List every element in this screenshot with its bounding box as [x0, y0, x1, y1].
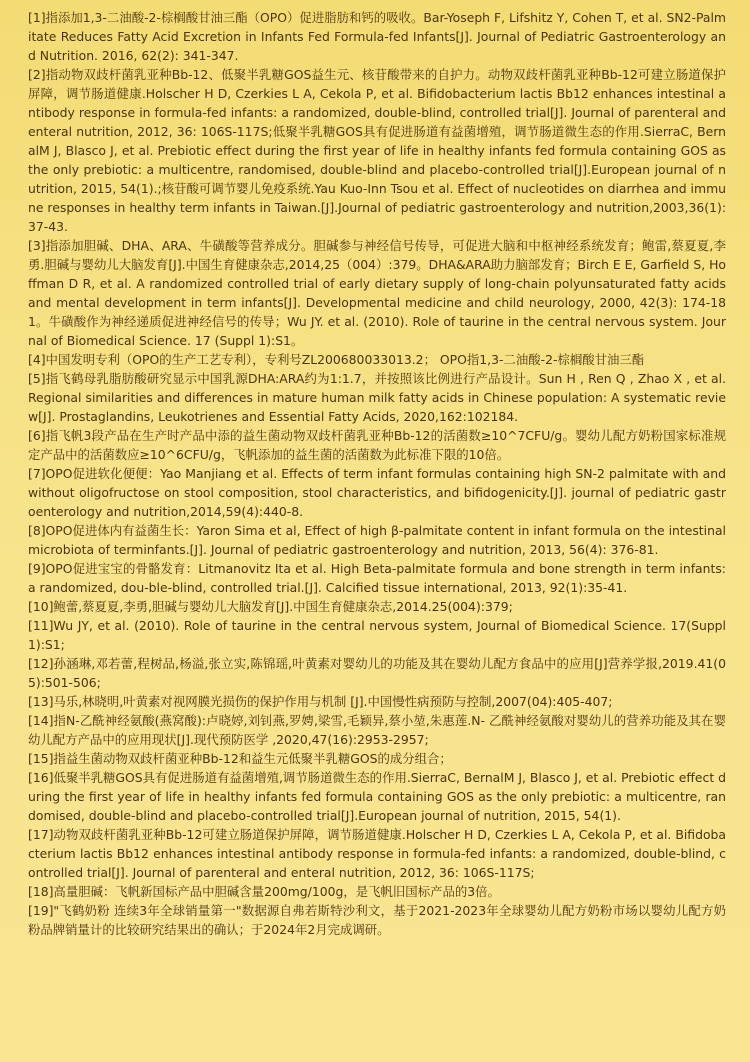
reference-item-5: [5]指飞鹤母乳脂肪酸研究显示中国乳源DHA:ARA约为1:1.7，并按照该比例进行产品设计。Sun H , Ren Q , Zhao X , et al. Regional similarities and differences in mature human milk fatty acids in Chinese population: A systematic review[J]. Prostaglandins, Leukotrienes and Essential Fatty Acids, 2020,162:102184. [28, 371, 726, 424]
reference-item-14: [14]指N-乙酰神经氨酸(燕窝酸):卢晓婷,刘钊燕,罗娉,梁雪,毛颖异,蔡小堃,朱惠莲.N- 乙酰神经氨酸对婴幼儿的营养功能及其在婴幼儿配方产品中的应用现状[J].现代预防医学 ,2020,47(16):2953-2957; [28, 713, 726, 747]
reference-item-7: [7]OPO促进软化便便：Yao Manjiang et al. Effects of term infant formulas containing high SN-2 palmitate with and without oligofructose on stool composition, stool characteristics, and bifidogenicity.[J]. journal of pediatric gastroenterology and nutrition,2014,59(4):440-8. [28, 466, 726, 519]
reference-item-16: [16]低聚半乳糖GOS具有促进肠道有益菌增殖,调节肠道微生态的作用.SierraC, BernalM J, Blasco J, et al. Prebiotic effect during the first year of life in healthy infants fed formula containing GOS as the only prebiotic: a multicentre, randomised, double-blind and placebo-controlled trial[J].European journal of nutrition, 2015, 54(1). [28, 770, 726, 823]
reference-item-8: [8]OPO促进体内有益菌生长：Yaron Sima et al, Effect of high β-palmitate content in infant formula on the intestinal microbiota of terminfants.[J]. Journal of pediatric gastroenterology and nutrition, 2013, 56(4): 376-81. [28, 523, 726, 557]
reference-list [28, 8, 726, 939]
reference-item-17: [17]动物双歧杆菌乳亚种Bb-12可建立肠道保护屏障，调节肠道健康.Holscher H D, Czerkies L A, Cekola P, et al. Bifidobacterium lactis Bb12 enhances intestinal antibody response in formula‐fed infants: a randomized, double‐blind, controlled trial[J]. Journal of parenteral and enteral nutrition, 2012, 36: 106S-117S; [28, 827, 726, 880]
reference-item-10: [10]鲍蕾,蔡夏夏,李勇,胆碱与婴幼儿大脑发育[J].中国生育健康杂志,2014.25(004):379; [28, 599, 513, 614]
reference-item-18: [18]高量胆碱：飞帆新国标产品中胆碱含量200mg/100g，是飞帆旧国标产品的3倍。 [28, 884, 500, 899]
reference-item-9: [9]OPO促进宝宝的骨骼发育：Litmanovitz Ita et al. High Beta-palmitate formula and bone strength in term infants: a randomized, dou-ble-blind, controlled trial.[J]. Calcified tissue international, 2013, 92(1):35-41. [28, 561, 726, 595]
reference-item-13: [13]马乐,林晓明,叶黄素对视网膜光损伤的保护作用与机制 [J].中国慢性病预防与控制,2007(04):405-407; [28, 694, 613, 709]
reference-item-11: [11]Wu JY, et al. (2010). Role of taurine in the central nervous system, Journal of Biomedical Science. 17(Suppl 1):S1; [28, 618, 726, 652]
reference-item-2: [2]指动物双歧杆菌乳亚种Bb-12、低聚半乳糖GOS益生元、核苷酸带来的自护力。动物双歧杆菌乳亚种Bb-12可建立肠道保护屏障，调节肠道健康.Holscher H D, Czerkies L A, Cekola P, et al. Bifidobacterium lactis Bb12 enhances intestinal antibody response in formula‐fed infants: a randomized, double‐blind, controlled trial[J]. Journal of parenteral and enteral nutrition, 2012, 36: 106S-117S;低聚半乳糖GOS具有促进肠道有益菌增殖，调节肠道微生态的作用.SierraC, BernalM J, Blasco J, et al. Prebiotic effect during the first year of life in healthy infants fed formula containing GOS as the only prebiotic: a multicentre, randomised, double-blind and placebo-controlled trial[J].European journal of nutrition, 2015, 54(1).;核苷酸可调节婴儿免疫系统.Yau Kuo-Inn Tsou et al. Effect of nucleotides on diarrhea and immune responses in healthy term infants in Taiwan.[J].Journal of pediatric gastroenterology and nutrition,2003,36(1):37-43. [28, 67, 726, 234]
reference-item-1: [1]指添加1,3-二油酸-2-棕榈酸甘油三酯（OPO）促进脂肪和钙的吸收。Bar-Yoseph F, Lifshitz Y, Cohen T, et al. SN2-Palmitate Reduces Fatty Acid Excretion in Infants Fed Formula-fed Infants[J]. Journal of Pediatric Gastroenterology and Nutrition. 2016, 62(2): 341-347. [28, 10, 726, 63]
reference-item-6: [6]指飞帆3段产品在生产时产品中添的益生菌动物双歧杆菌乳亚种Bb-12的活菌数≥10^7CFU/g。婴幼儿配方奶粉国家标准规定产品中的活菌数应≥10^6CFU/g，飞帆添加的益生菌的活菌数为此标准下限的10倍。 [28, 428, 726, 462]
reference-item-19: [19]"飞鹤奶粉 连续3年全球销量第一"数据源自弗若斯特沙利文，基于2021-2023年全球婴幼儿配方奶粉市场以婴幼儿配方奶粉品牌销量计的比较研究结果出的确认；于2024年2月完成调研。 [28, 903, 726, 937]
reference-item-12: [12]孙涵琳,邓若蕾,程树品,杨溢,张立实,陈锦瑶,叶黄素对婴幼儿的功能及其在婴幼儿配方食品中的应用[J]营养学报,2019.41(05):501-506; [28, 656, 726, 690]
reference-item-15: [15]指益生菌动物双歧杆菌亚种Bb-12和益生元低聚半乳糖GOS的成分组合； [28, 751, 452, 766]
reference-item-3: [3]指添加胆碱、DHA、ARA、牛磺酸等营养成分。胆碱参与神经信号传导，可促进大脑和中枢神经系统发育；鲍雷,蔡夏夏,李勇.胆碱与婴幼儿大脑发育[J].中国生育健康杂志,2014,25（004）:379。DHA&ARA助力脑部发育；Birch E E, Garfield S, Hoffman D R, et al. A randomized controlled trial of early dietary supply of long-chain polyunsaturated fatty acids and mental development in term infants[J]. Developmental medicine and child neurology, 2000, 42(3): 174-181。牛磺酸作为神经递质促进神经信号的传导；Wu JY. et al. (2010). Role of taurine in the central nervous system. Journal of Biomedical Science. 17 (Suppl 1):S1。 [28, 238, 726, 348]
reference-item-4: [4]中国发明专利（OPO的生产工艺专利），专利号ZL200680033013.2； OPO指1,3-二油酸-2-棕榈酸甘油三酯 [28, 352, 645, 367]
